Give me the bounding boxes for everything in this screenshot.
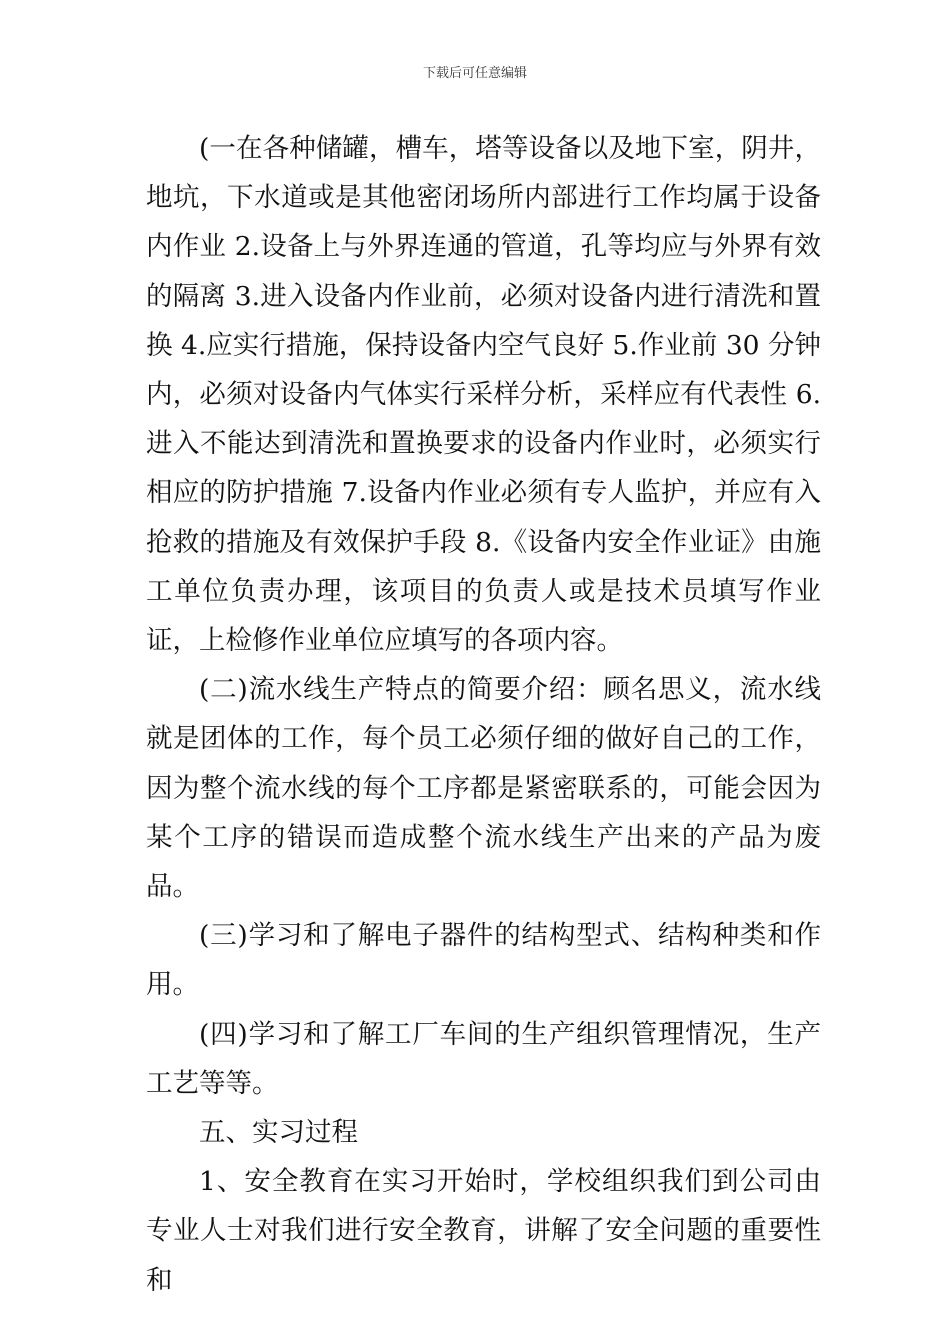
document-body: [146, 124, 821, 1305]
section-heading-internship-process: 五、实习过程: [199, 1117, 358, 1149]
page-header: 下载后可任意编辑: [422, 66, 527, 81]
paragraph-electronic-components: (三)学习和了解电子器件的结构型式、结构种类和作用。: [146, 920, 821, 1001]
paragraph-safety-education: 1、安全教育在实习开始时，学校组织我们到公司由专业人士对我们进行安全教育，讲解了安全问题的重要性和: [146, 1166, 821, 1296]
paragraph-factory-management: (四)学习和了解工厂车间的生产组织管理情况，生产工艺等等。: [146, 1018, 821, 1099]
paragraph-assembly-line: (二)流水线生产特点的简要介绍：顾名思义，流水线就是团体的工作，每个员工必须仔细的做好自己的工作，因为整个流水线的每个工序都是紧密联系的，可能会因为某个工序的错误而造成整个流水线生产出来的产品为废品。: [146, 674, 821, 903]
paragraph-equipment-safety: (一在各种储罐，槽车，塔等设备以及地下室，阴井，地坑，下水道或是其他密闭场所内部进行工作均属于设备内作业 2.设备上与外界连通的管道，孔等均应与外界有效的隔离 3.进入设备内作业前，必须对设备内进行清洗和置换 4.应实行措施，保持设备内空气良好 5.作业前 30 分钟内，必须对设备内气体实行采样分析，采样应有代表性 6.进入不能达到清洗和置换要求的设备内作业时，必须实行相应的防护措施 7.设备内作业必须有专人监护，并应有入抢救的措施及有效保护手段 8.《设备内安全作业证》由施工单位负责办理，该项目的负责人或是技术员填写作业证，上检修作业单位应填写的各项内容。: [146, 133, 821, 657]
